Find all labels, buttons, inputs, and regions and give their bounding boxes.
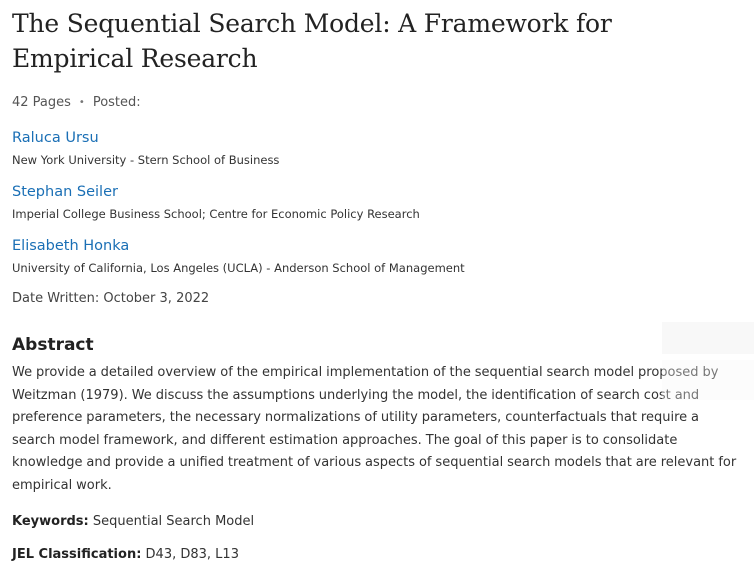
page-count: 42 Pages [12, 94, 71, 110]
abstract-heading: Abstract [12, 335, 94, 355]
author-link-ursu[interactable]: Raluca Ursu [12, 130, 99, 146]
meta-separator: • [78, 96, 85, 108]
side-overlay-widget[interactable] [662, 322, 754, 354]
abstract-text: We provide a detailed overview of the empirical implementation of the sequential search model proposed by Weitzman (1979). We discuss the assumptions underlying the model, the identification of search cost and preference parameters, the necessary normalizations of utility parameters, counterfactuals that require a search model framework, and different estimation approaches. The goal of this paper is to consolidate knowledge and provide a unified treatment of various aspects of sequential search models that are relevant for empirical work. [12, 365, 737, 493]
author-affiliation: University of California, Los Angeles (UCLA) - Anderson School of Management [12, 261, 465, 275]
jel-value: D43, D83, L13 [145, 547, 239, 562]
author-item [12, 236, 742, 277]
author-affiliation: Imperial College Business School; Centre for Economic Policy Research [12, 207, 420, 221]
paper-page [12, 0, 742, 564]
author-item [12, 128, 742, 169]
jel-label: JEL Classification: [12, 547, 142, 562]
author-link-honka[interactable]: Elisabeth Honka [12, 238, 130, 254]
paper-title: The Sequential Search Model: A Framework for Empirical Research [12, 9, 612, 73]
author-list [12, 128, 742, 277]
keywords-line [12, 513, 742, 531]
jel-line [12, 546, 742, 564]
keywords-label: Keywords: [12, 514, 89, 529]
posted-label: Posted: [92, 94, 141, 110]
date-written: Date Written: October 3, 2022 [12, 291, 210, 306]
keywords-value: Sequential Search Model [92, 514, 255, 529]
author-link-seiler[interactable]: Stephan Seiler [12, 184, 118, 200]
paper-meta [12, 93, 742, 111]
author-affiliation: New York University - Stern School of Business [12, 153, 280, 167]
author-item [12, 182, 742, 223]
side-overlay-panel [662, 360, 754, 400]
